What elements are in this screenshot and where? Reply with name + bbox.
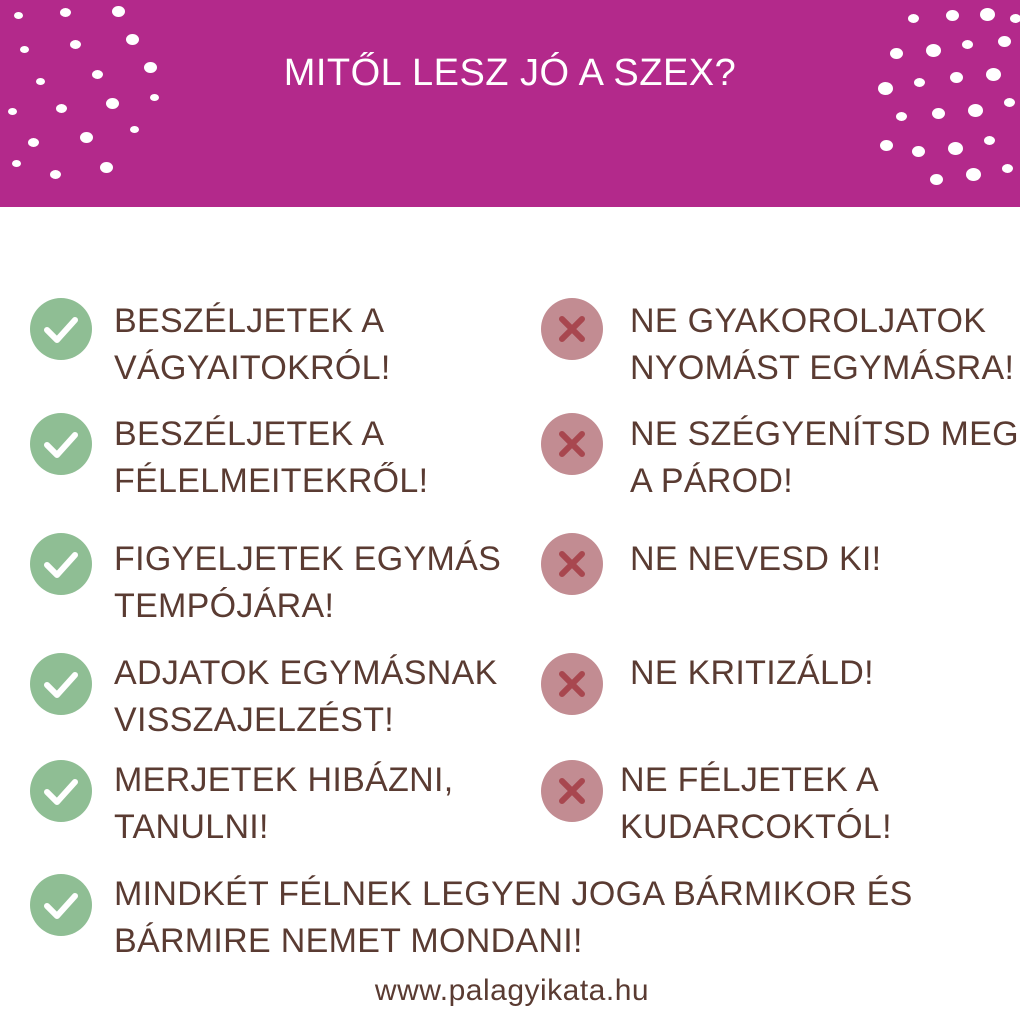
decorative-dot <box>28 138 39 147</box>
do-item-text: MINDKÉT FÉLNEK LEGYEN JOGA BÁRMIKOR ÉS BÁRMIRE NEMET MONDANI! <box>114 875 913 960</box>
decorative-dot <box>896 112 907 121</box>
dont-item-text: NE FÉLJETEK A KUDARCOKTÓL! <box>620 761 892 846</box>
do-item-text: MERJETEK HIBÁZNI, TANULNI! <box>114 761 454 846</box>
decorative-dot <box>14 12 23 19</box>
decorative-dot <box>100 162 113 173</box>
check-icon <box>30 533 92 595</box>
x-icon <box>541 760 603 822</box>
decorative-dot <box>12 160 21 167</box>
header-banner <box>0 0 1020 207</box>
x-icon <box>541 653 603 715</box>
decorative-dot <box>60 8 71 17</box>
dont-item-text: NE KRITIZÁLD! <box>630 654 874 692</box>
do-item-text: BESZÉLJETEK A VÁGYAITOKRÓL! <box>114 302 391 387</box>
decorative-dot <box>908 14 919 23</box>
decorative-dot <box>70 40 81 49</box>
do-item-text: ADJATOK EGYMÁSNAK VISSZAJELZÉST! <box>114 654 498 739</box>
decorative-dot <box>150 94 159 101</box>
decorative-dot <box>984 136 995 145</box>
dont-item-text: NE NEVESD KI! <box>630 540 882 578</box>
decorative-dot <box>946 10 959 21</box>
decorative-dot <box>1002 164 1013 173</box>
x-icon <box>541 413 603 475</box>
check-icon <box>30 760 92 822</box>
dont-item-text: NE GYAKOROLJATOK NYOMÁST EGYMÁSRA! <box>630 302 1015 387</box>
do-item-text: FIGYELJETEK EGYMÁS TEMPÓJÁRA! <box>114 540 502 625</box>
decorative-dot <box>1010 14 1020 23</box>
decorative-dot <box>980 8 995 21</box>
decorative-dot <box>962 40 973 49</box>
website-link[interactable]: www.palagyikata.hu <box>374 974 650 1007</box>
decorative-dot <box>912 146 925 157</box>
decorative-dot <box>1004 98 1015 107</box>
decorative-dot <box>56 104 67 113</box>
decorative-dot <box>930 174 943 185</box>
decorative-dot <box>126 34 139 45</box>
decorative-dot <box>50 170 61 179</box>
do-item-text: BESZÉLJETEK A FÉLELMEITEKRŐL! <box>114 415 429 500</box>
decorative-dot <box>932 108 945 119</box>
decorative-dot <box>966 168 981 181</box>
decorative-dot <box>968 104 983 117</box>
decorative-dot <box>998 36 1011 47</box>
check-icon <box>30 874 92 936</box>
dont-item-text: NE SZÉGYENÍTSD MEG A PÁROD! <box>630 415 1019 500</box>
check-icon <box>30 298 92 360</box>
page-title: MITŐL LESZ JÓ A SZEX? <box>283 52 737 94</box>
decorative-dot <box>880 140 893 151</box>
decorative-dot <box>80 132 93 143</box>
x-icon <box>541 298 603 360</box>
decorative-dot <box>106 98 119 109</box>
check-icon <box>30 413 92 475</box>
decorative-dot <box>948 142 963 155</box>
decorative-dot <box>8 108 17 115</box>
x-icon <box>541 533 603 595</box>
decorative-dot <box>112 6 125 17</box>
check-icon <box>30 653 92 715</box>
decorative-dot <box>130 126 139 133</box>
